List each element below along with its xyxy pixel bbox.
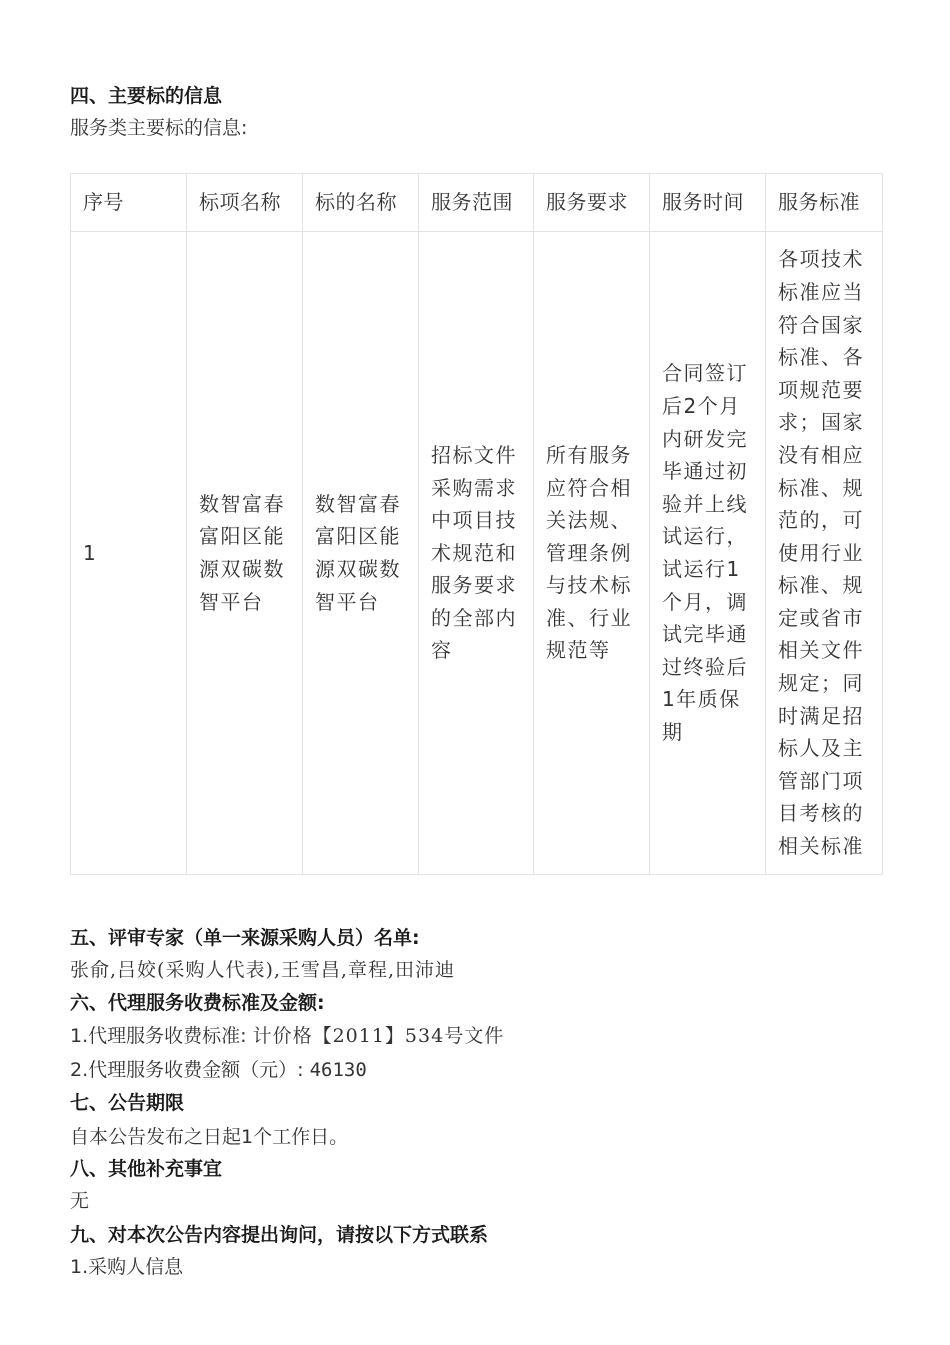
fee-amount-value: 46130	[309, 1059, 367, 1081]
section8-title: 八、其他补充事宜	[70, 1158, 223, 1180]
header-item-name: 标项名称	[187, 174, 303, 232]
cell-time: 合同签订后2个月内研发完毕通过初验并上线试运行，试运行1个月，调试完毕通过终验后1年质保期	[650, 232, 766, 875]
fee-standard-line	[70, 1024, 504, 1048]
section5-title: 五、评审专家（单一来源采购人员）名单:	[70, 927, 420, 949]
header-target-name: 标的名称	[303, 174, 419, 232]
header-index: 序号	[71, 174, 187, 232]
fee-standard-label: 1.代理服务收费标准:	[70, 1025, 247, 1047]
section4-title: 四、主要标的信息	[70, 85, 223, 107]
table-row	[71, 232, 883, 875]
header-scope: 服务范围	[419, 174, 534, 232]
section9-title: 九、对本次公告内容提出询问，请按以下方式联系	[70, 1224, 489, 1246]
cell-item-name: 数智富春富阳区能源双碳数智平台	[187, 232, 303, 875]
cell-scope: 招标文件采购需求中项目技术规范和服务要求的全部内容	[419, 232, 534, 875]
cell-index: 1	[71, 232, 187, 875]
notice-period-text: 自本公告发布之日起1个工作日。	[70, 1126, 349, 1148]
fee-amount-label: 2.代理服务收费金额（元）:	[70, 1059, 304, 1081]
fee-standard-value: 计价格【2011】534号文件	[252, 1025, 505, 1047]
service-items-table	[70, 173, 883, 875]
section4-subtitle: 服务类主要标的信息:	[70, 117, 248, 139]
cell-target-name: 数智富春富阳区能源双碳数智平台	[303, 232, 419, 875]
other-matters-text: 无	[70, 1190, 91, 1212]
purchaser-info-label: 1.采购人信息	[70, 1256, 184, 1278]
expert-names: 张俞,吕姣(采购人代表),王雪昌,章程,田沛迪	[70, 959, 455, 981]
cell-requirement: 所有服务应符合相关法规、管理条例与技术标准、行业规范等	[534, 232, 650, 875]
table-header-row	[71, 174, 883, 232]
cell-standard: 各项技术标准应当符合国家标准、各项规范要求；国家没有相应标准、规范的，可使用行业标准、规定或省市相关文件规定；同时满足招标人及主管部门项目考核的相关标准	[766, 232, 883, 875]
header-standard: 服务标准	[766, 174, 883, 232]
fee-amount-line	[70, 1058, 367, 1082]
section6-title: 六、代理服务收费标准及金额:	[70, 992, 325, 1014]
header-requirement: 服务要求	[534, 174, 650, 232]
header-time: 服务时间	[650, 174, 766, 232]
section7-title: 七、公告期限	[70, 1092, 185, 1114]
